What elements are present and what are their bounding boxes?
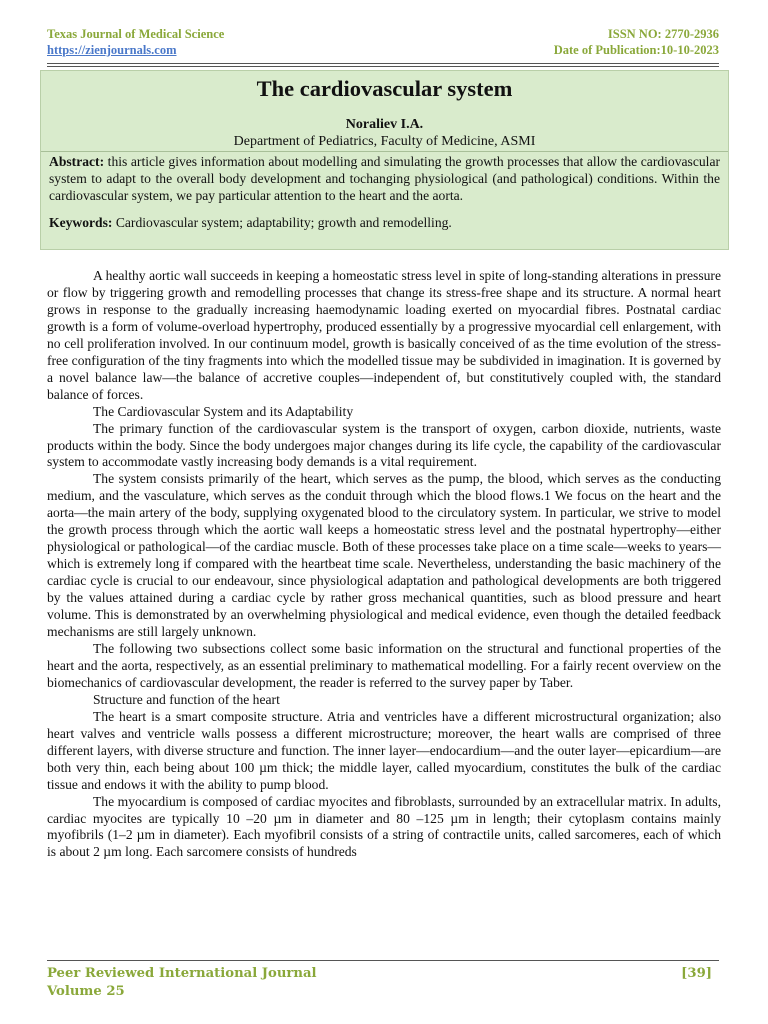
keywords-label: Keywords: bbox=[49, 215, 113, 230]
section-heading: The Cardiovascular System and its Adaptability bbox=[93, 403, 354, 419]
title-abstract-box bbox=[40, 70, 729, 250]
publication-date: Date of Publication:10-10-2023 bbox=[553, 43, 719, 57]
paragraph: A healthy aortic wall succeeds in keeping a homeostatic stress level in spite of long-standing alterations in pressure or flow by triggering growth and remodelling processes that change its stress-free shape and its structure. A normal heart grows in response to the gradually increasing haemodynamic loading exerted on myocardial fibres. Postnatal cardiac growth is a form of volume-overload hypertrophy, produced essentially by a progressive myocardial cell enlargement, with no cell proliferation involved. In our continuum model, growth is basically conceived of as the time evolution of the stress-free configuration of the tiny fragments into which the modelled tissue may be subdivided in imagination. It is governed by a novel balance law—the balance of accretive couples—independent of, but constitutively coupled with, the standard balance of forces. bbox=[47, 268, 721, 402]
article-title: The cardiovascular system bbox=[256, 76, 513, 101]
footer-rule bbox=[47, 960, 719, 961]
keywords-text: Cardiovascular system; adaptability; growth and remodelling. bbox=[112, 215, 452, 230]
keywords bbox=[41, 204, 728, 231]
paragraph: The primary function of the cardiovascular system is the transport of oxygen, carbon dioxide, nutrients, waste products within the body. Since the body undergoes major changes during its life cycle, the capability of the cardiovascular system to accommodate vastly increasing body demands is a vital requirement. bbox=[47, 420, 721, 470]
section-heading: Structure and function of the heart bbox=[93, 691, 280, 707]
paragraph: The heart is a smart composite structure. Atria and ventricles have a different microstructural organization; also heart valves and ventricle walls possess a different microstructure; moreover, the heart walls are comprised of three different layers, with diverse structure and function. The inner layer—endocardium—and the outer layer—epicardium—are both very thin, each being about 100 µm thick; the middle layer, called myocardium, constitutes the bulk of the cardiac tissue and endows it with the ability to pump blood. bbox=[47, 708, 721, 792]
paragraph: The system consists primarily of the heart, which serves as the pump, the blood, which serves as the conducting medium, and the vasculature, which serves as the conduit through which the blood flows.1 We focus on the heart and the aorta—the main artery of the body, supplying oxygenated blood to the circulatory system. In particular, we strive to model the growth process through which the aortic wall keeps a homeostatic stress level and the postnatal hypertrophy—either physiological or pathological—of the cardiac muscle. Both of these processes take place on a time scale—weeks to years—which is extremely long if compared with the heartbeat time scale. Nevertheless, understanding the basic machinery of the cardiac cycle is crucial to our endeavour, since physiological adaptation and pathological developments are both triggered by the values attained during a cardiac cycle by rather gross mechanical quantities, such as blood pressure and heart volume. This is demonstrated by an overwhelming physiological and medical evidence, even though the detailed feedback mechanisms are still largely unknown. bbox=[47, 471, 721, 640]
page-number: [39] bbox=[681, 966, 712, 981]
page-header bbox=[47, 26, 719, 58]
author: Noraliev I.A. bbox=[345, 117, 424, 132]
header-rule bbox=[47, 63, 719, 64]
abstract-text: this article gives information about modelling and simulating the growth processes that allow the cardiovascular system to adapt to the overall body development and tochanging physiological (and pathological) conditions. Within the cardiovascular system, we pay particular attention to the heart and the aorta. bbox=[49, 154, 720, 203]
article-body bbox=[47, 268, 721, 861]
footer-journal: Peer Reviewed International Journal bbox=[47, 966, 317, 981]
page-footer bbox=[47, 965, 712, 1001]
header-rule-double bbox=[47, 66, 719, 67]
journal-name: Texas Journal of Medical Science bbox=[47, 27, 225, 41]
issn: ISSN NO: 2770-2936 bbox=[607, 27, 719, 41]
affiliation: Department of Pediatrics, Faculty of Medicine, ASMI bbox=[233, 134, 536, 149]
volume: Volume 25 bbox=[47, 984, 125, 999]
paragraph: The following two subsections collect some basic information on the structural and functional properties of the heart and the aorta, respectively, as an essential preliminary to mathematical modelling. For a fairly recent overview on the biomechanics of cardiovascular development, the reader is referred to the survey paper by Taber. bbox=[47, 640, 721, 690]
abstract bbox=[41, 152, 728, 204]
abstract-label: Abstract: bbox=[49, 154, 105, 169]
paragraph: The myocardium is composed of cardiac myocites and fibroblasts, surrounded by an extracellular matrix. In adults, cardiac myocites are typically 10 –20 µm in diameter and 80 –125 µm in length; their cytoplasm contains mainly myofibrils (1–2 µm in diameter). Each myofibril consists of a string of contractile units, called sarcomeres, each of which is about 2 µm long. Each sarcomere consists of hundreds bbox=[47, 793, 721, 860]
journal-link[interactable]: https://zienjournals.com bbox=[47, 43, 177, 57]
